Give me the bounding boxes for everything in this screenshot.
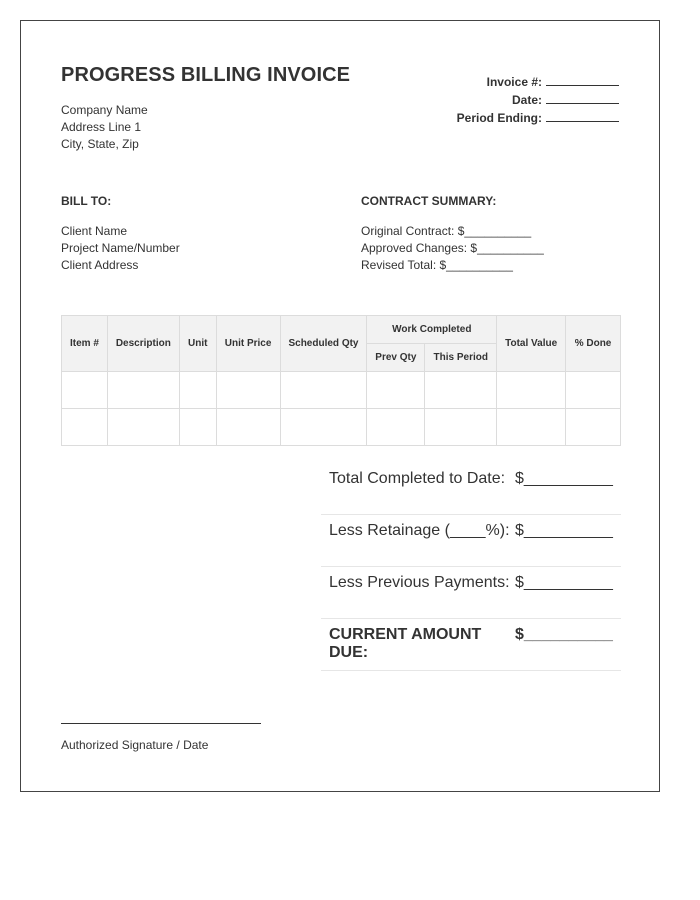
less-previous-value[interactable]: $__________ — [515, 574, 613, 591]
current-amount-due-label: CURRENT AMOUNT DUE: — [329, 626, 482, 661]
invoice-meta — [457, 73, 619, 127]
table-cell[interactable] — [367, 409, 425, 446]
total-completed-label: Total Completed to Date: — [329, 470, 506, 487]
signature-line[interactable] — [61, 723, 261, 724]
table-cell[interactable] — [566, 409, 621, 446]
table-cell[interactable] — [280, 409, 367, 446]
period-ending-label: Period Ending: — [456, 111, 542, 125]
header-unit-price: Unit Price — [216, 316, 280, 372]
bill-to-title: BILL TO: — [61, 194, 112, 208]
table-cell[interactable] — [62, 372, 108, 409]
table-cell[interactable] — [280, 372, 367, 409]
table-cell[interactable] — [107, 372, 179, 409]
table-cell[interactable] — [425, 409, 497, 446]
period-ending-field[interactable] — [546, 109, 619, 122]
header-item: Item # — [62, 316, 108, 372]
original-contract: Original Contract: $__________ — [361, 224, 532, 238]
table-cell[interactable] — [566, 372, 621, 409]
table-cell[interactable] — [62, 409, 108, 446]
less-retainage-row — [321, 515, 621, 567]
invoice-page — [20, 20, 660, 792]
signature-label: Authorized Signature / Date — [61, 738, 209, 752]
contract-summary-block — [361, 223, 544, 274]
header-work-completed: Work Completed — [367, 316, 497, 344]
total-completed-row — [321, 463, 621, 515]
approved-changes: Approved Changes: $__________ — [361, 241, 544, 255]
total-completed-value[interactable]: $__________ — [515, 470, 613, 487]
table-cell[interactable] — [179, 372, 216, 409]
table-row — [62, 372, 621, 409]
line-items-table — [61, 315, 621, 446]
date-field[interactable] — [546, 91, 619, 104]
date-label: Date: — [511, 93, 542, 107]
header-unit: Unit — [179, 316, 216, 372]
less-retainage-value[interactable]: $__________ — [515, 522, 613, 539]
header-total-value: Total Value — [497, 316, 566, 372]
company-address-line-1: Address Line 1 — [61, 120, 142, 134]
table-cell[interactable] — [367, 372, 425, 409]
table-row — [62, 409, 621, 446]
date-row — [457, 91, 619, 109]
table-cell[interactable] — [216, 409, 280, 446]
less-retainage-label: Less Retainage (____%): — [329, 522, 510, 539]
less-previous-label: Less Previous Payments: — [329, 574, 510, 591]
company-name: Company Name — [61, 103, 148, 117]
current-amount-due-value[interactable]: $__________ — [515, 626, 613, 643]
project-name-number: Project Name/Number — [61, 241, 180, 255]
client-name: Client Name — [61, 224, 128, 238]
header-prev-qty: Prev Qty — [367, 344, 425, 372]
table-cell[interactable] — [497, 409, 566, 446]
invoice-number-field[interactable] — [546, 73, 619, 86]
invoice-number-label: Invoice #: — [486, 75, 542, 89]
company-city-state-zip: City, State, Zip — [61, 137, 139, 151]
header-percent-done: % Done — [566, 316, 621, 372]
table-cell[interactable] — [107, 409, 179, 446]
header-scheduled-qty: Scheduled Qty — [280, 316, 367, 372]
table-cell[interactable] — [216, 372, 280, 409]
current-amount-due-row — [321, 619, 621, 671]
table-cell[interactable] — [497, 372, 566, 409]
totals-block — [321, 463, 621, 671]
bill-to-block — [61, 223, 180, 274]
table-cell[interactable] — [425, 372, 497, 409]
table-cell[interactable] — [179, 409, 216, 446]
less-previous-row — [321, 567, 621, 619]
header-this-period: This Period — [425, 344, 497, 372]
company-block — [61, 102, 148, 153]
contract-summary-title: CONTRACT SUMMARY: — [361, 194, 497, 208]
period-ending-row — [457, 109, 619, 127]
revised-total: Revised Total: $__________ — [361, 258, 513, 272]
invoice-number-row — [457, 73, 619, 91]
client-address: Client Address — [61, 258, 139, 272]
invoice-title: PROGRESS BILLING INVOICE — [61, 64, 351, 86]
header-description: Description — [107, 316, 179, 372]
